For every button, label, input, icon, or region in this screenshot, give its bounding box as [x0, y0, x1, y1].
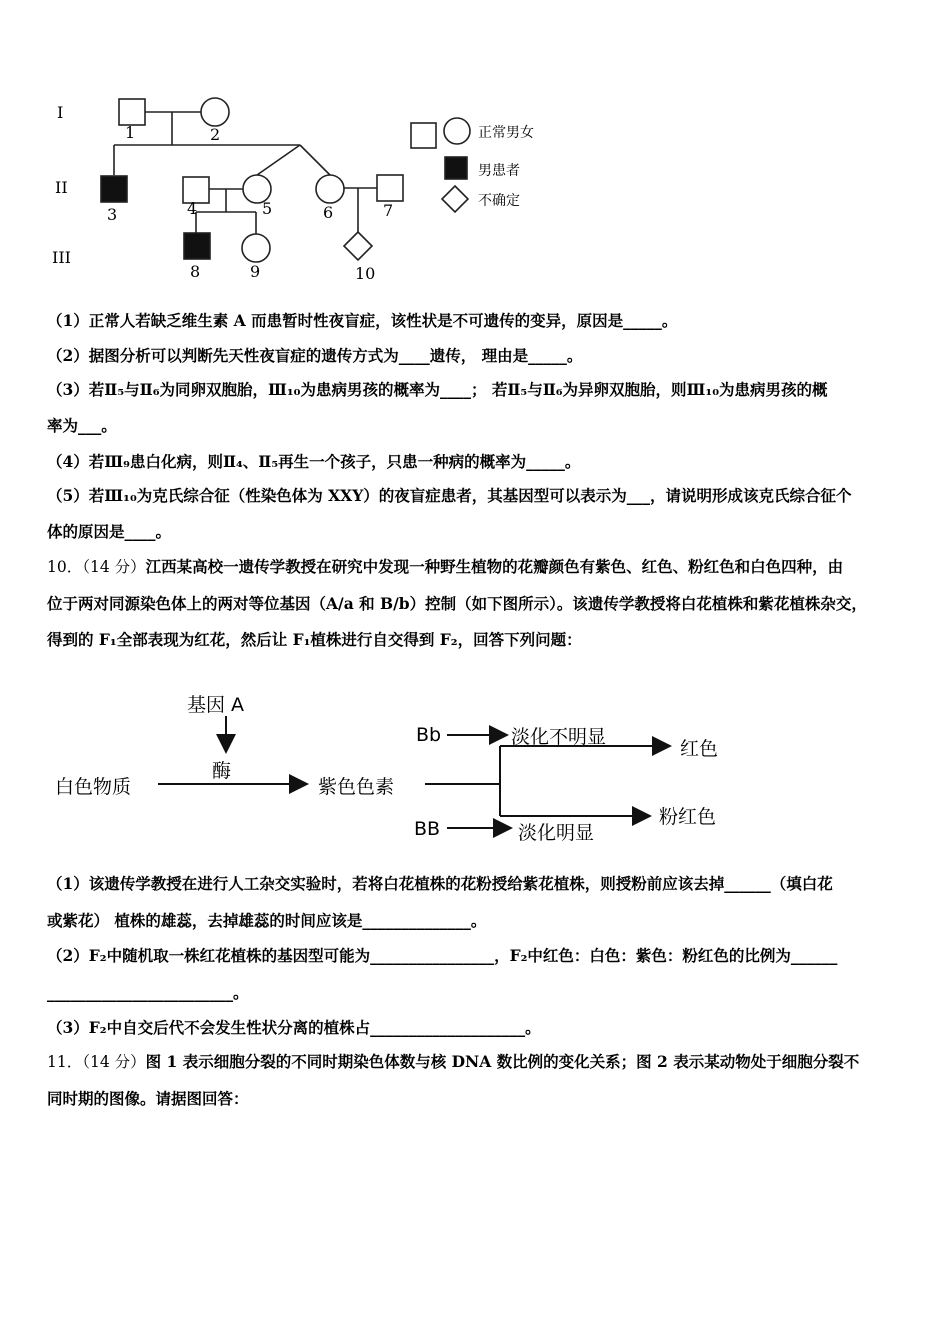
generation-label-II: II — [55, 178, 68, 197]
q9-part3-line2: 率为___。 — [47, 416, 117, 435]
individual-II-6 — [316, 175, 344, 203]
legend-affected-male-shape — [445, 157, 467, 179]
individual-III-8 — [184, 233, 210, 259]
q11-intro-line2: 同时期的图像。请据图回答： — [47, 1089, 249, 1108]
legend-normal-female-shape — [444, 118, 470, 144]
individual-number: 6 — [323, 203, 334, 222]
q10-part3: （3）F₂中自交后代不会发生性状分离的植株占____________________。 — [47, 1018, 541, 1037]
legend-normal-label: 正常男女 — [478, 125, 534, 141]
enzyme-label: 酶 — [212, 760, 232, 782]
individual-number: 7 — [383, 201, 394, 220]
individual-I-1 — [119, 99, 145, 125]
fade-weak-label: 淡化不明显 — [511, 726, 607, 748]
q9-part2: （2）据图分析可以判断先天性夜盲症的遗传方式为____遗传， 理由是_____。 — [47, 346, 583, 365]
pathway-arrows — [0, 680, 950, 850]
legend-normal-male-shape — [411, 123, 436, 148]
individual-number: 3 — [107, 205, 118, 224]
pink-color-label: 粉红色 — [659, 806, 717, 828]
q10-intro-text: 江西某高校一遗传学教授在研究中发现一种野生植物的花瓣颜色有紫色、红色、粉红色和白色四种，由 — [145, 557, 844, 576]
pedigree-chart — [0, 0, 950, 300]
individual-II-3 — [101, 176, 127, 202]
pedigree-figure — [0, 0, 950, 300]
individual-number: 5 — [262, 199, 273, 218]
individual-number: 2 — [210, 125, 221, 144]
q10-intro-line2: 位于两对同源染色体上的两对等位基因（A/a 和 B/b）控制（如下图所示）。该遗传学教授将白花植株和紫花植株杂交， — [47, 594, 867, 613]
fade-strong-label: 淡化明显 — [518, 822, 595, 844]
q10-number: 10．（14 分） — [47, 558, 146, 576]
individual-II-7 — [377, 175, 403, 201]
pigment-pathway-diagram — [0, 680, 950, 850]
generation-label-III: III — [52, 248, 71, 267]
bb-homozygous-label: BB — [414, 818, 441, 840]
purple-pigment-label: 紫色色素 — [318, 776, 395, 798]
q10-part1-line2: 或紫花） 植株的雄蕊，去掉雄蕊的时间应该是______________。 — [47, 911, 487, 930]
q9-part4: （4）若Ⅲ₉患白化病，则Ⅱ₄、Ⅱ₅再生一个孩子，只患一种病的概率为_____。 — [47, 452, 581, 471]
q10-part1-line1: （1）该遗传学教授在进行人工杂交实验时，若将白花植株的花粉授给紫花植株，则授粉前应该去掉______（填白花 — [47, 874, 833, 893]
q9-part5-line2: 体的原因是____。 — [47, 522, 172, 541]
individual-number: 8 — [190, 262, 201, 281]
q11-intro-text: 图 1 表示细胞分裂的不同时期染色体数与核 DNA 数比例的变化关系；图 2 表示某动物处于细胞分裂不 — [145, 1052, 860, 1071]
individual-number: 10 — [355, 264, 376, 283]
bb-heterozygous-label: Bb — [416, 724, 442, 746]
individual-number: 4 — [187, 199, 198, 218]
individual-III-9 — [242, 234, 270, 262]
q10-part2-line2: ________________________。 — [47, 983, 249, 1002]
legend-affected-label: 男患者 — [478, 163, 520, 179]
legend-uncertain-shape — [442, 186, 468, 212]
individual-III-10 — [344, 232, 372, 260]
q11-number: 11．（14 分） — [47, 1053, 146, 1071]
q9-part5-line1: （5）若Ⅲ₁₀为克氏综合征（性染色体为 XXY）的夜盲症患者，其基因型可以表示为___，请说明形成该克氏综合征个 — [47, 486, 852, 505]
gene-a-label: 基因 A — [187, 694, 245, 716]
legend-uncertain-label: 不确定 — [478, 193, 520, 209]
individual-number: 1 — [125, 123, 136, 142]
q10-part2-line1: （2）F₂中随机取一株红花植株的基因型可能为________________，F₂中红色：白色：紫色：粉红色的比例为______ — [47, 946, 838, 965]
generation-label-I: I — [57, 103, 64, 122]
individual-I-2 — [201, 98, 229, 126]
white-substance-label: 白色物质 — [55, 776, 132, 798]
q10-intro-line3: 得到的 F₁全部表现为红花，然后让 F₁植株进行自交得到 F₂，回答下列问题： — [47, 630, 582, 649]
q11-intro-line1 — [47, 1052, 910, 1072]
q9-part1: （1）正常人若缺乏维生素 A 而患暂时性夜盲症，该性状是不可遗传的变异，原因是_____。 — [47, 311, 678, 330]
q9-part3-line1: （3）若Ⅱ₅与Ⅱ₆为同卵双胞胎，Ⅲ₁₀为患病男孩的概率为____； 若Ⅱ₅与Ⅱ₆为异卵双胞胎，则Ⅲ₁₀为患病男孩的概 — [47, 380, 828, 399]
red-color-label: 红色 — [680, 738, 719, 760]
individual-number: 9 — [250, 262, 261, 281]
q10-intro-line1 — [47, 557, 910, 577]
